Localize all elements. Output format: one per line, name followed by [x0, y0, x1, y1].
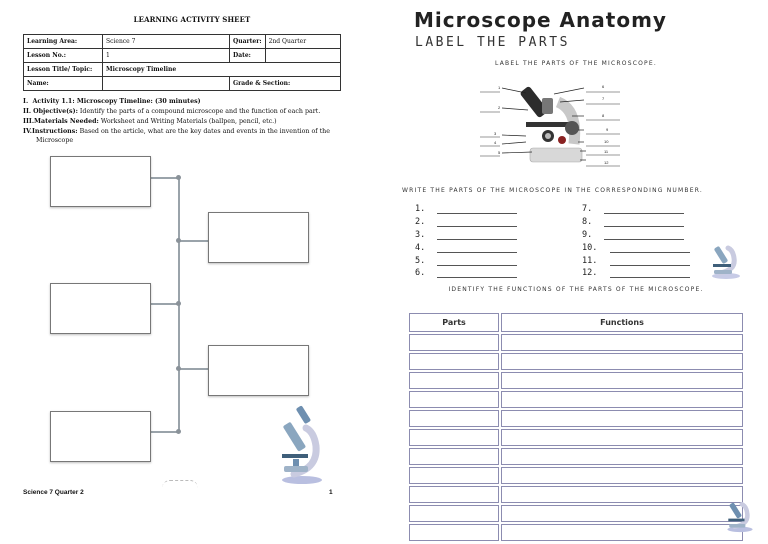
- timeline-event-box-5[interactable]: [50, 411, 151, 462]
- answer-line-9[interactable]: [604, 239, 684, 240]
- timeline-connector: [150, 303, 179, 305]
- table-cell-part[interactable]: [409, 429, 499, 446]
- identify-instruction: IDENTIFY THE FUNCTIONS OF THE PARTS OF THE MICROSCOPE.: [448, 286, 704, 293]
- materials-line: III.Materials Needed: Worksheet and Writing Materials (ballpen, pencil, etc.): [23, 118, 277, 125]
- answer-number-10: 10.: [582, 243, 598, 253]
- footer-page-number: 1: [329, 489, 333, 496]
- page-curl-decoration: [162, 480, 198, 489]
- table-cell-function[interactable]: [501, 505, 743, 522]
- timeline-event-box-2[interactable]: [208, 212, 309, 263]
- diagram-number-5: 5: [498, 150, 501, 155]
- table-cell-function[interactable]: [501, 486, 743, 503]
- date-label: Date:: [230, 49, 266, 63]
- page-title: Microscope Anatomy: [414, 8, 667, 32]
- answer-number-7: 7.: [582, 204, 593, 214]
- timeline-dot: [176, 175, 181, 180]
- answer-number-3: 3.: [415, 230, 426, 240]
- activity-title: I. Activity 1.1: Microscopy Timeline: (30 minutes): [23, 98, 201, 105]
- diagram-number-4: 4: [494, 140, 497, 145]
- timeline-dot: [176, 366, 181, 371]
- table-cell-function[interactable]: [501, 353, 743, 370]
- timeline-event-box-3[interactable]: [50, 283, 151, 334]
- label-instruction: LABEL THE PARTS OF THE MICROSCOPE.: [495, 60, 657, 67]
- table-cell-function[interactable]: [501, 334, 743, 351]
- timeline-connector: [150, 431, 179, 433]
- name-label: Name:: [24, 77, 103, 91]
- sheet-title: LEARNING ACTIVITY SHEET: [133, 15, 251, 24]
- table-cell-part[interactable]: [409, 353, 499, 370]
- answer-number-1: 1.: [415, 204, 426, 214]
- table-cell-part[interactable]: [409, 467, 499, 484]
- lesson-no-label: Lesson No.:: [24, 49, 103, 63]
- table-cell-part[interactable]: [409, 448, 499, 465]
- microscope-illustration: [270, 402, 330, 486]
- diagram-number-8: 8: [602, 113, 605, 118]
- table-cell-function[interactable]: [501, 372, 743, 389]
- page-subtitle: LABEL THE PARTS: [415, 35, 570, 50]
- answer-line-12[interactable]: [610, 277, 690, 278]
- answer-number-6: 6.: [415, 268, 426, 278]
- diagram-number-9: 9: [606, 127, 609, 132]
- answer-line-10[interactable]: [610, 252, 690, 253]
- timeline-dot: [176, 238, 181, 243]
- write-instruction: WRITE THE PARTS OF THE MICROSCOPE IN THE CORRESPONDING NUMBER.: [402, 187, 703, 194]
- timeline-event-box-1[interactable]: [50, 156, 151, 207]
- table-cell-part[interactable]: [409, 505, 499, 522]
- quarter-value: 2nd Quarter: [265, 35, 340, 49]
- table-cell-part[interactable]: [409, 410, 499, 427]
- table-cell-part[interactable]: [409, 391, 499, 408]
- timeline-connector: [179, 368, 208, 370]
- timeline-event-box-4[interactable]: [208, 345, 309, 396]
- answer-line-11[interactable]: [610, 265, 690, 266]
- diagram-number-1: 1: [498, 85, 501, 90]
- answer-line-7[interactable]: [604, 213, 684, 214]
- table-cell-function[interactable]: [501, 429, 743, 446]
- objectives-line: II. Objective(s): Identify the parts of a compound microscope and the function of each part.: [23, 108, 321, 115]
- timeline-dot: [176, 301, 181, 306]
- diagram-number-2: 2: [498, 105, 501, 110]
- table-cell-part[interactable]: [409, 334, 499, 351]
- header-info-table: [23, 34, 341, 91]
- timeline-dot: [176, 429, 181, 434]
- table-header-parts: Parts: [409, 313, 499, 332]
- table-cell-part[interactable]: [409, 524, 499, 541]
- answer-number-5: 5.: [415, 256, 426, 266]
- timeline-connector: [179, 240, 208, 242]
- answer-line-6[interactable]: [437, 277, 517, 278]
- lesson-no-value: 1: [103, 49, 230, 63]
- diagram-number-7: 7: [602, 96, 605, 101]
- answer-line-1[interactable]: [437, 213, 517, 214]
- timeline-connector: [150, 177, 179, 179]
- answer-number-11: 11.: [582, 256, 598, 266]
- diagram-number-10: 10: [604, 139, 609, 144]
- microscope-illustration: [706, 240, 746, 280]
- instructions-line: IV.Instructions: Based on the article, what are the key dates and events in the invention of the: [23, 128, 330, 135]
- table-cell-function[interactable]: [501, 391, 743, 408]
- learning-area-value: Science 7: [103, 35, 230, 49]
- date-field[interactable]: [265, 49, 340, 63]
- table-cell-function[interactable]: [501, 467, 743, 484]
- answer-number-8: 8.: [582, 217, 593, 227]
- answer-number-9: 9.: [582, 230, 593, 240]
- table-cell-part[interactable]: [409, 372, 499, 389]
- answer-line-3[interactable]: [437, 239, 517, 240]
- table-cell-part[interactable]: [409, 486, 499, 503]
- microscope-diagram: [480, 80, 646, 172]
- lesson-title-label: Lesson Title/ Topic:: [24, 63, 103, 77]
- parts-functions-table: [407, 311, 745, 543]
- table-cell-function[interactable]: [501, 448, 743, 465]
- table-header-functions: Functions: [501, 313, 743, 332]
- lesson-title-value: Microscopy Timeline: [103, 63, 341, 77]
- instructions-line-2: Microscope: [36, 137, 74, 144]
- diagram-number-3: 3: [494, 131, 497, 136]
- diagram-number-11: 11: [604, 149, 609, 154]
- answer-line-5[interactable]: [437, 265, 517, 266]
- answer-number-2: 2.: [415, 217, 426, 227]
- learning-area-label: Learning Area:: [24, 35, 103, 49]
- grade-section-label: Grade & Section:: [230, 77, 341, 91]
- answer-line-4[interactable]: [437, 252, 517, 253]
- answer-line-2[interactable]: [437, 226, 517, 227]
- quarter-label: Quarter:: [230, 35, 266, 49]
- table-cell-function[interactable]: [501, 410, 743, 427]
- answer-number-12: 12.: [582, 268, 598, 278]
- footer-course: Science 7 Quarter 2: [23, 489, 84, 496]
- name-field[interactable]: [103, 77, 230, 91]
- diagram-number-12: 12: [604, 160, 609, 165]
- answer-number-4: 4.: [415, 243, 426, 253]
- answer-line-8[interactable]: [604, 226, 684, 227]
- diagram-number-6: 6: [602, 84, 605, 89]
- table-cell-function[interactable]: [501, 524, 743, 541]
- microscope-illustration: [722, 494, 758, 536]
